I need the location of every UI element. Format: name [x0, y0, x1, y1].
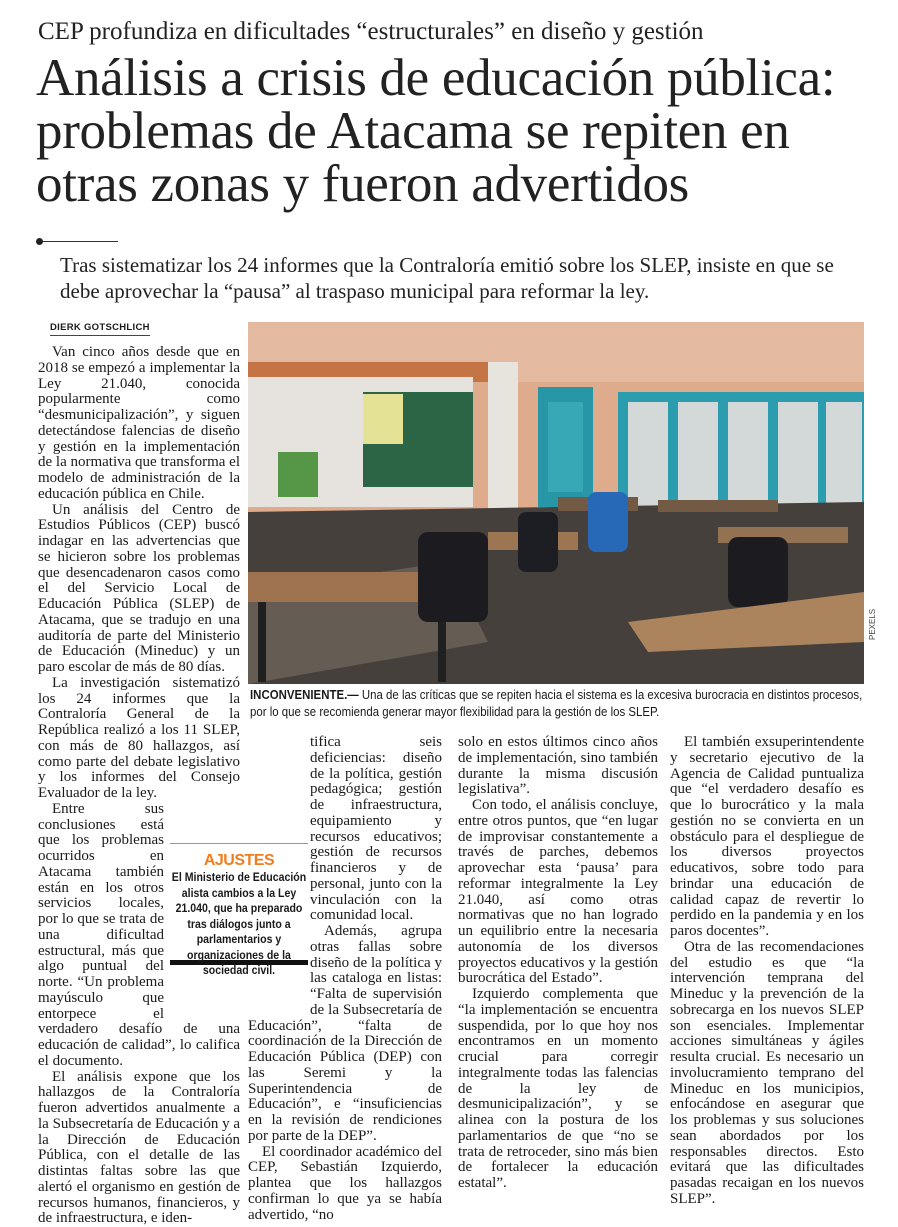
sidebar-box — [170, 843, 308, 965]
headline: Análisis a crisis de educación pública: problemas de Atacama se repiten en otras zonas y fueron advertidos — [36, 52, 886, 211]
paragraph: solo en estos últimos cinco años de implementación, sino también durante la misma discusión legislativa”. — [458, 735, 658, 798]
paragraph: El análisis expone que los hallazgos de la Contraloría fueron advertidos anualmente a la Subsecretaría de Educación y a la Dirección de Educación Pública, con el detalle de las distintas faltas sobre las que alertó el organismo en gestión de recursos humanos, financieros, y de infraestructura, e iden- — [38, 1070, 240, 1227]
article-column-4 — [670, 735, 864, 1208]
paragraph: tifica seis deficiencias: diseño de la política, gestión pedagógica; gestión de infraestructura, equipamiento y recursos educativos; gestión de recursos financieros y de personal, junto con la vinculación con la comunidad local. — [248, 735, 442, 924]
paragraph: Otra de las recomendaciones del estudio es que “la intervención temprana del Mineduc y la prevención de la sobrecarga en los nuevos SLEP son esenciales. Implementar acciones simultáneas y ágiles resulta crucial. Es necesario un involucramiento temprano del Mineduc en los municipios, enfocándose en asegurar que los problemas y sus soluciones sean abordados por los responsables directos. Esto evitará que las dificultades pasadas recaigan en los nuevos SLEP”. — [670, 940, 864, 1208]
deck: Tras sistematizar los 24 informes que la Contraloría emitió sobre los SLEP, insiste en que se debe aprovechar la “pausa” al traspaso municipal para reformar la ley. — [60, 252, 860, 304]
paragraph: Un análisis del Centro de Estudios Públicos (CEP) buscó indagar en las advertencias que se hicieron sobre los problemas que desencadenaron casos como el del Servicio Local de Educación Pública (SLEP) de Atacama, que se tradujo en una auditoría de parte del Ministerio de Educación (Mineduc) y un paro escolar de más de 80 días. — [38, 503, 240, 676]
article-column-3 — [458, 735, 658, 1192]
kicker: CEP profundiza en dificultades “estructurales” en diseño y gestión — [38, 18, 704, 46]
bullet-dot — [36, 238, 43, 245]
sidebar-text: El Ministerio de Educación alista cambios a la Ley 21.040, que ha preparado tras diálogos junto a parlamentarios y organizaciones de la sociedad civil. — [170, 870, 307, 979]
classroom-photo — [248, 322, 864, 684]
article-column-2 — [248, 735, 442, 1223]
paragraph: Entre sus conclusiones está que los problemas ocurridos en Atacama también están en los otros servicios locales, por lo que se trata de una dificultad estructural, más que algo puntual del norte. “Un problema mayúsculo que entorpece el verdadero desafío de una educación de calidad”, lo califica el documento. — [38, 802, 240, 1070]
caption-text: Una de las críticas que se repiten hacia el sistema es la excesiva burocracia en distintos procesos, por lo que se recomienda generar mayor flexibilidad para la gestión de los SLEP. — [250, 687, 862, 719]
article-column-1 — [38, 345, 240, 1227]
paragraph: El coordinador académico del CEP, Sebastián Izquierdo, plantea que los hallazgos confirman lo que ya se había advertido, “no — [248, 1145, 442, 1224]
byline: DIERK GOTSCHLICH — [50, 322, 150, 336]
photo-credit: PEXELS — [868, 609, 877, 640]
paragraph: La investigación sistematizó los 24 informes que la Contraloría General de la República realizó a los 11 SLEP, con más de 80 hallazgos, así como parte del debate legislativo y los informes del Consejo Evaluador de la ley. — [38, 676, 240, 802]
caption-lead: INCONVENIENTE.— — [250, 687, 359, 702]
paragraph: Izquierdo complementa que “la implementación se encuentra suspendida, por lo que hoy nos encontramos en un momento crucial para corregir integralmente todas las falencias de la ley de desmunicipalización”, y se alinea con la postura de los parlamentarios de que “no se trata de retroceder, sino más bien de fortalecer la educación estatal”. — [458, 987, 658, 1192]
photo-caption — [250, 686, 870, 720]
paragraph: El también exsuperintendente y secretario ejecutivo de la Agencia de Calidad puntualiza que “el verdadero desafío es que lo burocrático y la mala gestión no se convierta en un obstáculo para el despliegue de los diversos proyectos educativos, sobre todo para brindar una educación de calidad capaz de revertir lo perdido en la pandemia y en los paros docentes”. — [670, 735, 864, 940]
paragraph: Además, agrupa otras fallas sobre diseño de la política y las cataloga en listas: “Falta de supervisión de la Subsecretaría de Educación”, “falta de coordinación de la Dirección de Educación Pública (DEP) con las Seremi y la Superintendencia de Educación”, e “insuficiencias en la revisión de rendiciones por parte de la DEP”. — [248, 924, 442, 1145]
classroom-illustration — [248, 322, 864, 684]
paragraph: Van cinco años desde que en 2018 se empezó a implementar la Ley 21.040, conocida popularmente como “desmunicipalización”, y siguen detectándose falencias de diseño y gestión en la implementación de la normativa que transforma el modelo de administración de la educación pública en Chile. — [38, 345, 240, 503]
paragraph: Con todo, el análisis concluye, entre otros puntos, que “en lugar de improvisar constantemente a través de parches, debemos aprovechar esta ‘pausa’ para reformar integralmente la Ley 21.040, así como otras normativas que no han logrado un equilibrio entre la necesaria autonomía de los diversos proyectos educativos y la gestión burocrática del Estado”. — [458, 798, 658, 987]
sidebar-title: AJUSTES — [170, 852, 308, 870]
divider — [38, 241, 118, 242]
